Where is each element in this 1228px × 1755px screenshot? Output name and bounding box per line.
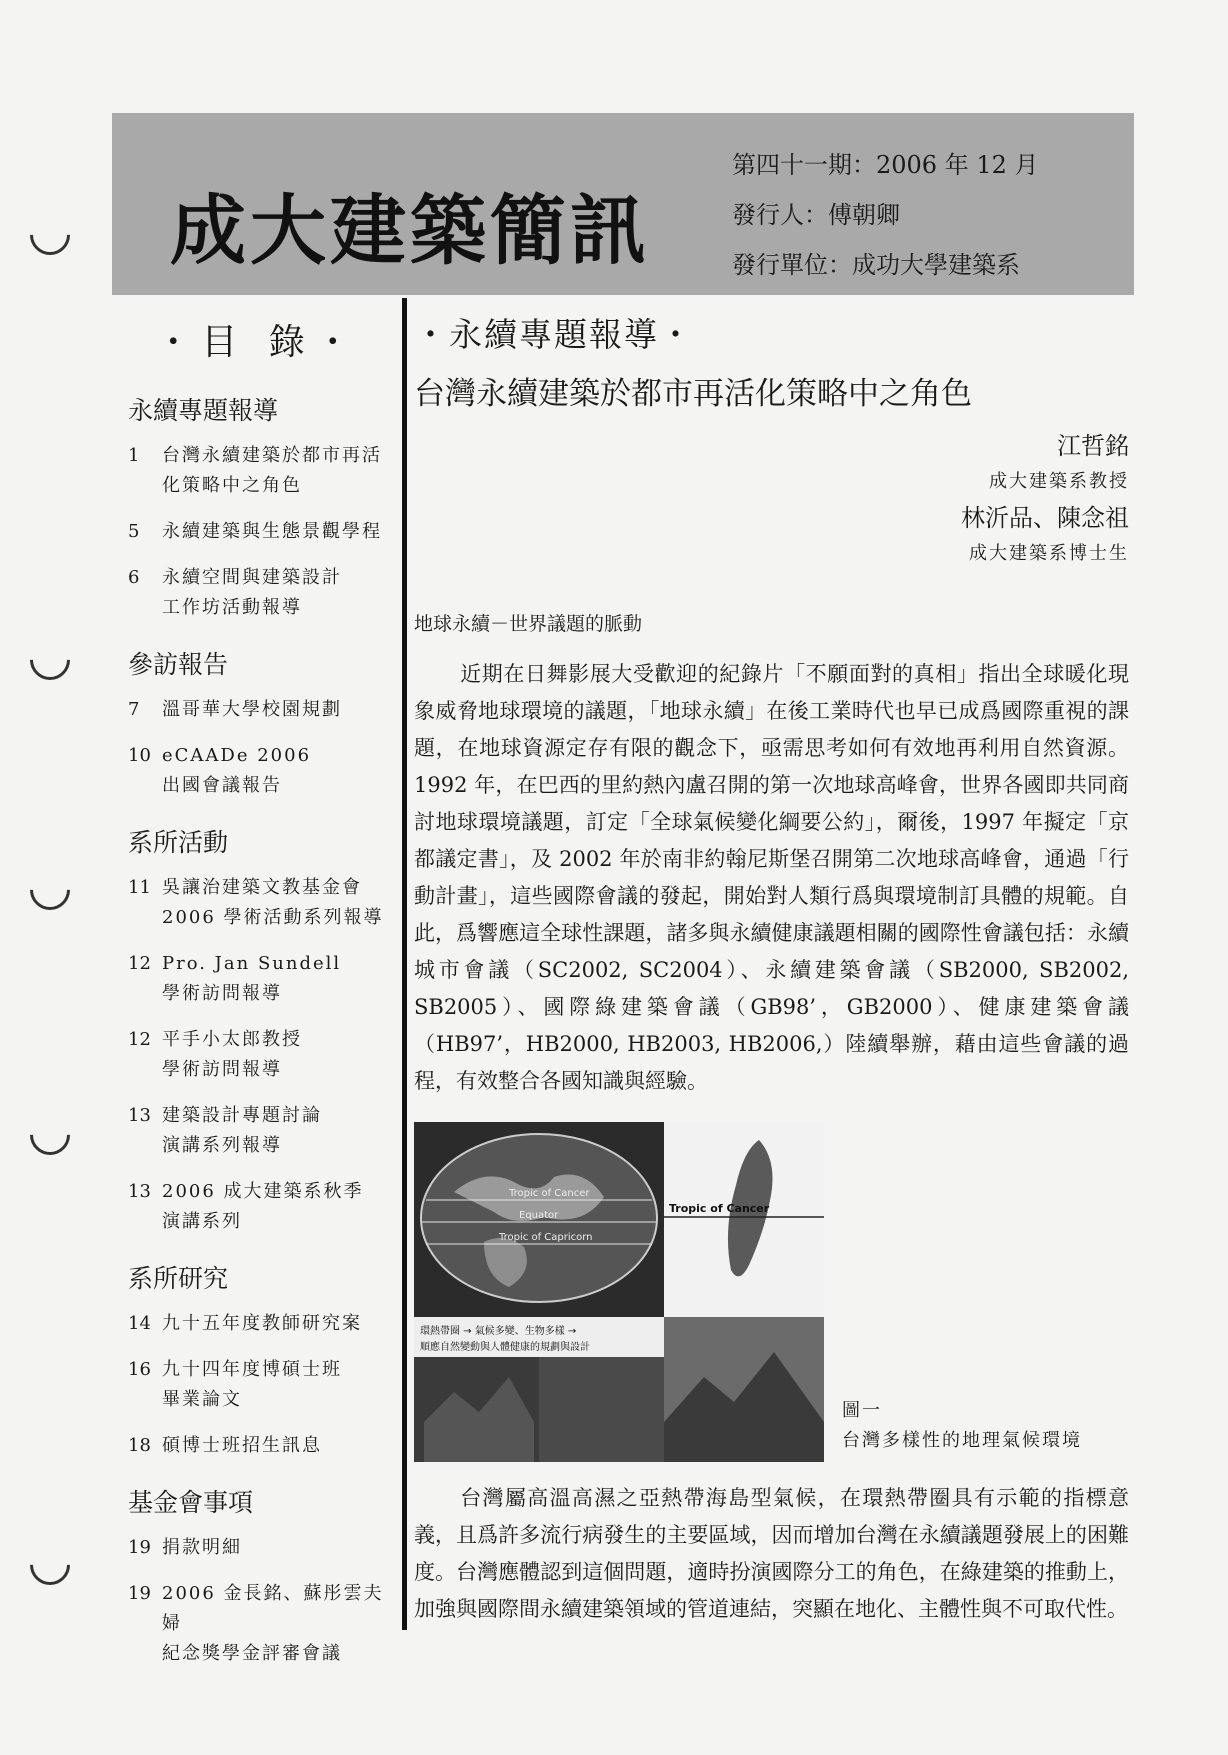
toc-entry-text [162,1177,364,1237]
toc-item [128,741,398,801]
toc-entry-line: 台灣永續建築於都市再活 [162,445,382,466]
toc-entry-text [162,1533,242,1563]
toc-page-number: 12 [128,1029,151,1050]
toc-item [128,949,398,1009]
issue-number: 第四十一期：2006 年 12 月 [732,151,1039,179]
toc-page-number: 19 [128,1583,151,1604]
author-block [414,427,1129,571]
toc-section-heading: 參訪報告 [128,650,229,679]
toc-item [128,1177,398,1237]
toc-page-number: 19 [128,1537,151,1558]
toc-entry-line: 演講系列 [162,1211,242,1232]
toc-entry-line: 畢業論文 [162,1389,242,1410]
toc-entry-text [162,1309,362,1339]
author-name: 林沂品、陳念祖 [961,504,1129,532]
toc-entry-line: 化策略中之角色 [162,475,302,496]
toc-entry-text [162,1101,322,1161]
toc-entry-line: 2006 學術活動系列報導 [162,907,384,928]
label-tropic-cancer: Tropic of Cancer [509,1188,590,1199]
toc-entry-line: 捐款明細 [162,1537,242,1558]
toc-entry-text [162,695,342,725]
toc-section-heading: 基金會事項 [128,1488,254,1517]
toc-item [128,873,398,933]
binder-hole [22,1107,79,1164]
toc-item [128,695,398,725]
banner-line: 順應自然變動與人體健康的規劃與設計 [420,1342,590,1353]
toc-entry-text [162,1431,322,1461]
label-tropic-capricorn: Tropic of Capricorn [499,1232,593,1243]
toc-item [128,1533,398,1563]
issue-info [732,140,1039,290]
banner-line: 環熱帶圈 → 氣候多變、生物多樣 → [420,1326,577,1337]
toc-entry-line: 永續空間與建築設計 [162,567,342,588]
figure-row [414,1122,1129,1462]
toc-section-heading: 系所研究 [128,1264,229,1293]
table-of-contents [118,300,398,1685]
toc-entry-line: 學術訪問報導 [162,983,282,1004]
author-affiliation: 成大建築系博士生 [969,543,1129,564]
toc-page-number: 13 [128,1181,151,1202]
label-equator: Equator [519,1210,559,1221]
toc-page-number: 5 [128,521,140,542]
toc-entry-text [162,1579,398,1669]
toc-entry-text [162,563,342,623]
publishing-organization: 發行單位：成功大學建築系 [732,251,1020,279]
toc-page-number: 18 [128,1435,151,1456]
toc-page-number: 12 [128,953,151,974]
toc-page-number: 10 [128,745,151,766]
toc-entry-text [162,1355,342,1415]
toc-page-number: 13 [128,1105,151,1126]
column-divider [402,298,407,1630]
publisher: 發行人：傅朝卿 [732,201,900,229]
feature-article [414,305,1129,1628]
toc-entry-line: 2006 金長銘、蘇彤雲夫婦 [162,1583,384,1634]
toc-entry-line: 出國會議報告 [162,775,282,796]
toc-page-number: 14 [128,1313,151,1334]
toc-entry-line: 學術訪問報導 [162,1059,282,1080]
section-heading: 地球永續－世界議題的脈動 [414,613,643,635]
toc-entry-line: 碩博士班招生訊息 [162,1435,322,1456]
toc-entry-line: 吳讓治建築文教基金會 [162,877,362,898]
toc-entry-text [162,441,382,501]
toc-entry-text [162,1025,302,1085]
toc-item [128,1025,398,1085]
toc-item [128,1309,398,1339]
toc-item [128,517,398,547]
toc-entry-line: Pro. Jan Sundell [162,953,342,974]
toc-section-heading: 系所活動 [128,828,229,857]
climate-figure-graphic [414,1122,824,1462]
toc-title: ・目 錄・ [155,322,361,363]
toc-entry-text [162,873,384,933]
toc-entry-text [162,949,341,1009]
toc-item [128,1101,398,1161]
toc-entry-line: 2006 成大建築系秋季 [162,1181,364,1202]
toc-entry-text [162,517,382,547]
toc-entry-line: 建築設計專題討論 [162,1105,322,1126]
toc-page-number: 16 [128,1359,151,1380]
body-paragraph: 近期在日舞影展大受歡迎的紀錄片「不願面對的真相」指出全球暖化現象威脅地球環境的議題，「地球永續」在後工業時代也早已成爲國際重視的課題，在地球資源定存有限的觀念下，亟需思考如何有效地再利用自然資源。1992 年，在巴西的里約熱內盧召開的第一次地球高峰會，世界各國即共同商討地球環境議題，訂定「全球氣候變化綱要公約」，爾後，1997 年擬定「京都議定書」，及 2002 年於南非約翰尼斯堡召開第二次地球高峰會，通過「行動計畫」，這些國際會議的發起，開始對人類行爲與環境制訂具體的規範。自此，爲響應這全球性課題，諸多與永續健康議題相關的國際性會議包括：永續城市會議（SC2002, SC2004）、永續建築會議（SB2000, SB2002, SB2005）、國際綠建築會議（GB98’，GB2000）、健康建築會議（HB97’，HB2000, HB2003, HB2006,）陸續舉辦，藉由這些會議的過程，有效整合各國知識與經驗。 [414,662,1129,1093]
article-title: 台灣永續建築於都市再活化策略中之角色 [414,376,972,412]
author-affiliation: 成大建築系教授 [989,471,1129,492]
toc-item [128,1431,398,1461]
toc-page-number: 6 [128,567,140,588]
binder-hole [22,632,79,689]
toc-entry-line: 工作坊活動報導 [162,597,302,618]
caption-text: 台灣多樣性的地理氣候環境 [842,1430,1082,1451]
toc-page-number: 7 [128,699,140,720]
toc-entry-line: 永續建築與生態景觀學程 [162,521,382,542]
climate-figure [414,1122,824,1462]
label-tropic-taiwan: Tropic of Cancer [669,1202,770,1215]
toc-item [128,441,398,501]
toc-page-number: 11 [128,877,151,898]
toc-entry-line: 演講系列報導 [162,1135,282,1156]
toc-entry-line: 溫哥華大學校園規劃 [162,699,342,720]
photo-thumbnail [539,1357,664,1462]
toc-item [128,1579,398,1669]
binder-hole [22,862,79,919]
toc-entry-line: 九十五年度教師研究案 [162,1313,362,1334]
toc-entry-line: 平手小太郎教授 [162,1029,302,1050]
toc-sections [118,391,398,1669]
toc-item [128,1355,398,1415]
feature-label: ・永續專題報導・ [414,315,694,354]
toc-entry-line: eCAADe 2006 [162,745,312,766]
caption-title: 圖一 [842,1400,882,1421]
body-paragraph: 台灣屬高溫高濕之亞熱帶海島型氣候，在環熱帶圈具有示範的指標意義，且爲許多流行病發生的主要區域，因而增加台灣在永續議題發展上的困難度。台灣應體認到這個問題，適時扮演國際分工的角色，在綠建築的推動上，加強與國際間永續建築領域的管道連結，突顯在地化、主體性與不可取代性。 [414,1486,1129,1621]
toc-entry-text [162,741,311,801]
binder-hole [22,1537,79,1594]
author-name: 江哲銘 [1057,432,1129,460]
newsletter-title: 成大建築簡訊 [170,186,650,275]
binder-hole [22,207,79,264]
toc-entry-line: 紀念獎學金評審會議 [162,1643,342,1664]
figure-caption [842,1396,1082,1462]
toc-item [128,563,398,623]
toc-page-number: 1 [128,445,140,466]
toc-entry-line: 九十四年度博碩士班 [162,1359,342,1380]
toc-section-heading: 永續專題報導 [128,396,279,425]
